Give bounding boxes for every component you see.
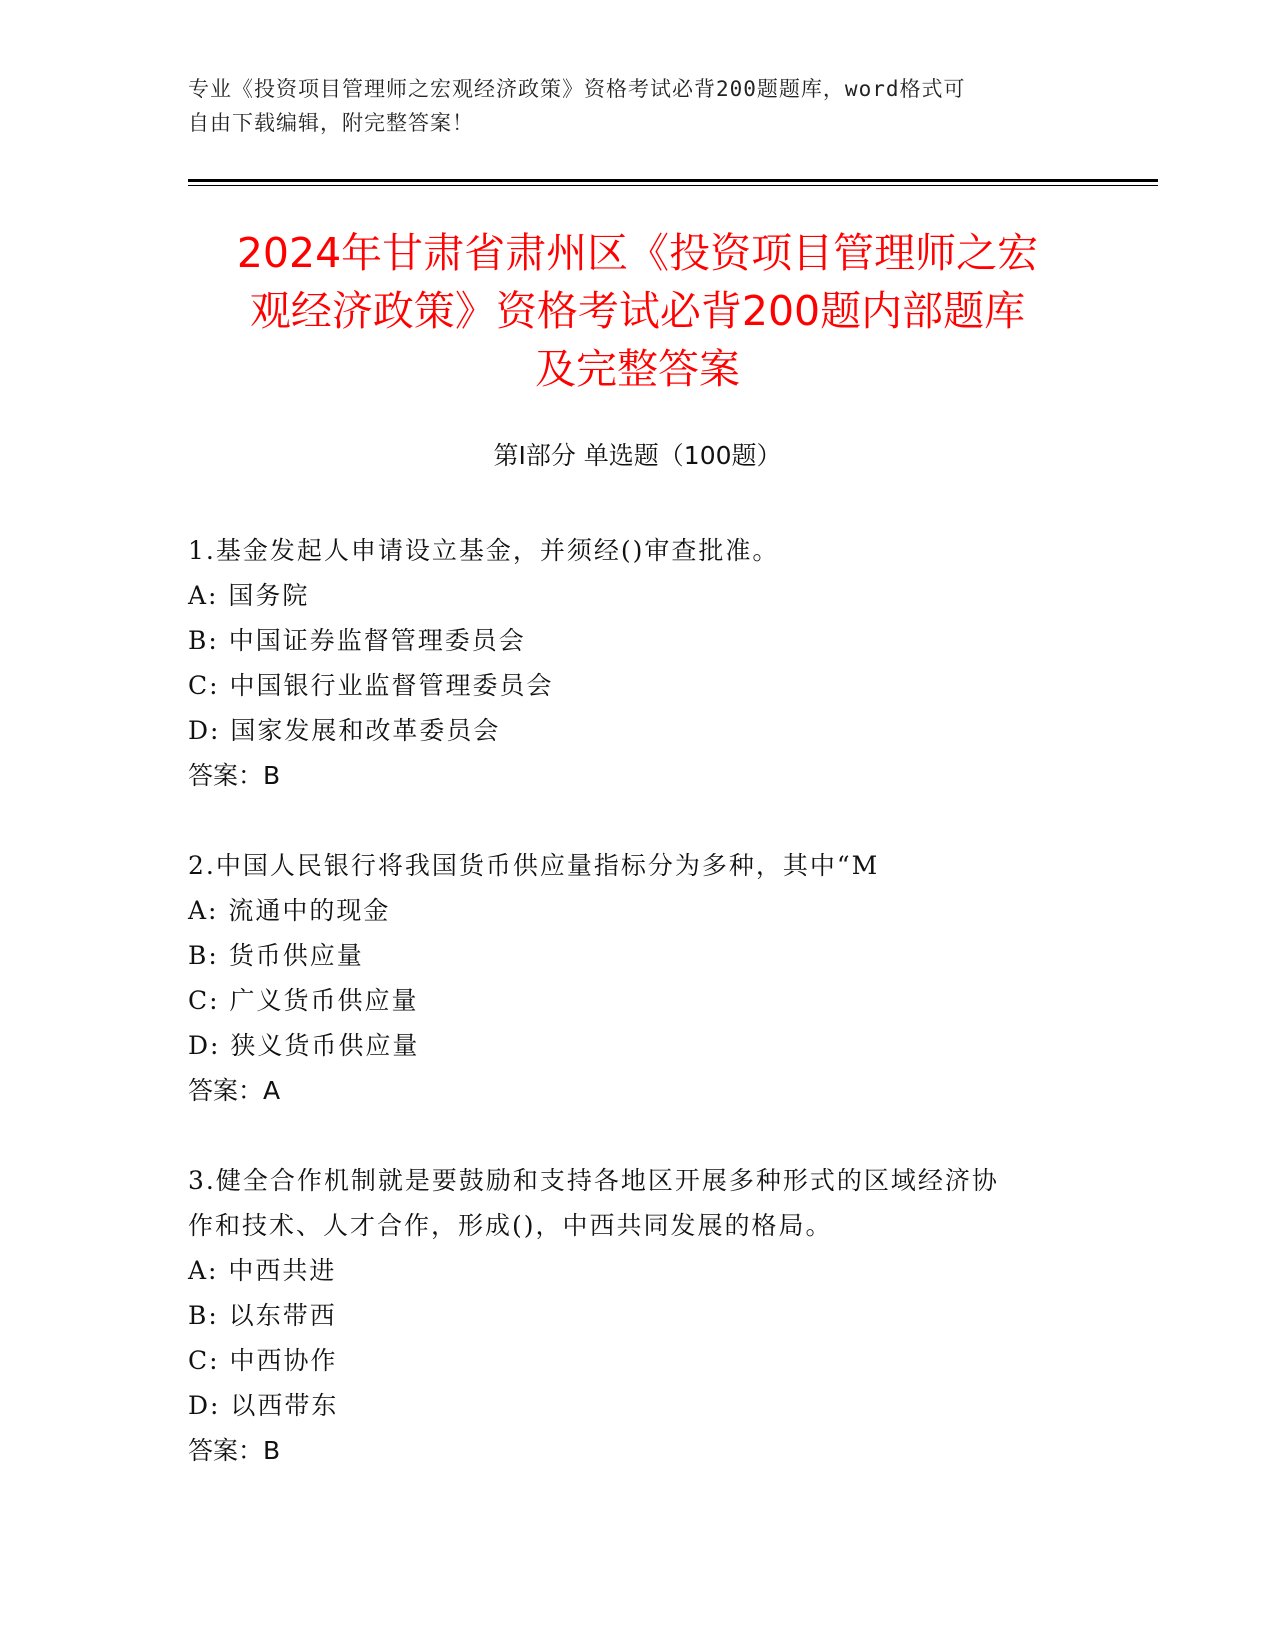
header-note-line-1: 专业《投资项目管理师之宏观经济政策》资格考试必背200题题库，word格式可 <box>188 77 966 101</box>
section-heading: 第Ⅰ部分 单选题（100题） <box>493 441 782 470</box>
option-d: D: 以西带东 <box>188 1391 339 1420</box>
option-b: B: 中国证券监督管理委员会 <box>188 626 526 655</box>
option-d: D: 国家发展和改革委员会 <box>188 716 501 745</box>
option-a: A: 流通中的现金 <box>188 896 391 925</box>
option-a: A: 中西共进 <box>188 1256 337 1285</box>
question-1 <box>188 528 1088 798</box>
question-list <box>188 528 1088 1518</box>
option-b: B: 货币供应量 <box>188 941 364 970</box>
answer: 答案：B <box>188 761 281 790</box>
option-c: C: 中西协作 <box>188 1346 338 1375</box>
option-d: D: 狭义货币供应量 <box>188 1031 420 1060</box>
option-b: B: 以东带西 <box>188 1301 337 1330</box>
option-c: C: 广义货币供应量 <box>188 986 419 1015</box>
option-c: C: 中国银行业监督管理委员会 <box>188 671 554 700</box>
question-2 <box>188 843 1088 1113</box>
question-3 <box>188 1158 1088 1473</box>
answer: 答案：A <box>188 1076 281 1105</box>
question-stem: 3.健全合作机制就是要鼓励和支持各地区开展多种形式的区域经济协 <box>188 1166 999 1195</box>
title-line-3: 及完整答案 <box>535 345 740 393</box>
option-a: A: 国务院 <box>188 581 310 610</box>
title-line-2: 观经济政策》资格考试必背200题内部题库 <box>249 287 1026 335</box>
question-stem: 2.中国人民银行将我国货币供应量指标分为多种，其中“M <box>188 851 880 880</box>
question-stem: 1.基金发起人申请设立基金，并须经()审查批准。 <box>188 536 780 565</box>
document-header-note <box>188 72 1068 140</box>
question-stem-continued: 作和技术、人才合作，形成()，中西共同发展的格局。 <box>188 1211 833 1240</box>
header-divider-thick <box>188 179 1158 182</box>
answer: 答案：B <box>188 1436 281 1465</box>
title-line-1: 2024年甘肃省肃州区《投资项目管理师之宏 <box>236 229 1039 277</box>
header-divider-thin <box>188 185 1158 186</box>
header-note-line-2: 自由下载编辑，附完整答案！ <box>188 111 474 135</box>
document-title <box>150 224 1125 398</box>
